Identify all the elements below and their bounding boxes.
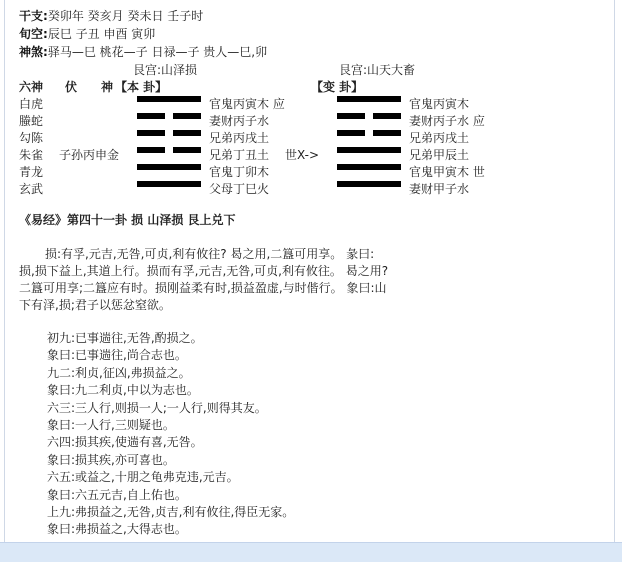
ben-yao-text: 兄弟丁丑土 [209,148,270,162]
ben-palace: 艮宫:山泽损 [133,63,198,77]
yao-text-line: 九二:利贞,征凶,弗损益之。 [47,365,191,380]
xunkong-line [19,26,155,42]
bian-yao-line [337,96,401,102]
bian-yao-text: 兄弟丙戌土 [409,131,470,145]
line-texts [47,330,294,539]
yao-text-line: 六三:三人行,则损一人;一人行,则得其友。 [47,400,267,415]
header-god: 六神 [19,80,44,94]
bian-yao-text: 官鬼甲寅木 世 [409,165,485,179]
header-hidden: 伏 [65,80,78,94]
bian-yao-text: 兄弟甲辰土 [409,148,470,162]
ganzhi-label: 干支: [19,9,48,23]
ben-yao-line [137,164,201,170]
liushen-label: 白虎 [19,97,44,111]
xunkong-label: 旬空: [19,27,48,41]
yao-text-line: 象曰:六五元吉,自上佑也。 [47,487,187,502]
ben-yao-text: 官鬼丙寅木 应 [209,97,285,111]
hidden-spirit: 子孙丙申金 [59,148,120,162]
shensha-value: 驿马—巳 桃花—子 日禄—子 贵人—巳,卯 [47,45,268,59]
ganzhi-line [19,8,203,24]
hexagram-row [19,181,609,198]
ben-yao-line [137,181,201,187]
change-marker: 世X-> [285,148,320,162]
hexagram-row [19,164,609,181]
hexagram-row [19,113,609,130]
bian-palace: 艮宫:山天大畜 [339,63,416,77]
bian-yao-text: 妻财甲子水 [409,182,470,196]
liushen-label: 玄武 [19,182,44,196]
yao-text-line: 象曰:损其疾,亦可喜也。 [47,452,175,467]
hexagram-row [19,130,609,147]
hexagram-header [19,79,609,96]
shensha-label: 神煞: [19,45,48,59]
liushen-label: 勾陈 [19,131,44,145]
bian-yao-text: 妻财丙子水 应 [409,114,485,128]
yao-text-line: 六五:或益之,十朋之龟弗克违,元吉。 [47,470,239,485]
header-ben: 【本 卦】 [115,80,168,94]
shensha-line [19,44,267,60]
yao-text-line: 象曰:一人行,三则疑也。 [47,418,175,433]
ben-yao-line [137,130,201,136]
judgment-text: 损:有孚,元吉,无咎,可贞,利有攸往? 曷之用,二簋可用享。 彖曰:损,损下益上,其道上行。损而有孚,元吉,无咎,可贞,利有攸往。 曷之用? 二簋可用享;二簋应有时。损刚益柔有时,损益盈虚,与时偕行。 象曰:山下有泽,损;君子以惩忿窒欲。 [19,247,389,312]
liushen-label: 朱雀 [19,148,44,162]
bian-yao-text: 官鬼丙寅木 [409,97,470,111]
yao-text-line: 初九:已事遄往,无咎,酌损之。 [47,331,203,345]
document-frame [4,0,615,542]
ganzhi-value: 癸卯年 癸亥月 癸未日 壬子时 [47,9,204,23]
yao-text-line: 象曰:九二利贞,中以为志也。 [47,383,199,398]
bian-yao-line [337,164,401,170]
yao-text-line: 上九:弗损益之,无咎,贞吉,利有攸往,得臣无家。 [47,505,295,520]
ben-yao-text: 兄弟丙戌土 [209,131,270,145]
gua-title: 《易经》第四十一卦 损 山泽损 艮上兑下 [19,213,236,227]
yao-text-line: 象曰:已事遄往,尚合志也。 [47,348,187,363]
bian-yao-line [337,181,401,187]
yao-text-line: 象曰:弗损益之,大得志也。 [47,522,187,537]
status-bar [0,542,622,562]
ben-yao-text: 官鬼丁卯木 [209,165,270,179]
ben-yao-text: 父母丁巳火 [209,182,270,196]
bian-yao-line [337,147,401,153]
ben-yao-text: 妻财丙子水 [209,114,270,128]
hexagram-row [19,147,609,164]
ben-yao-line [137,147,201,153]
header-bian: 【变 卦】 [311,80,364,94]
header-shen: 神 [101,80,114,94]
liushen-label: 青龙 [19,165,44,179]
hexagram-row [19,96,609,113]
ben-yao-line [137,96,201,102]
ben-yao-line [137,113,201,119]
yao-text-line: 六四:损其疾,使遄有喜,无咎。 [47,435,203,450]
xunkong-value: 辰巳 子丑 申酉 寅卯 [47,27,156,41]
bian-yao-line [337,130,401,136]
liushen-label: 螣蛇 [19,114,44,128]
bian-yao-line [337,113,401,119]
